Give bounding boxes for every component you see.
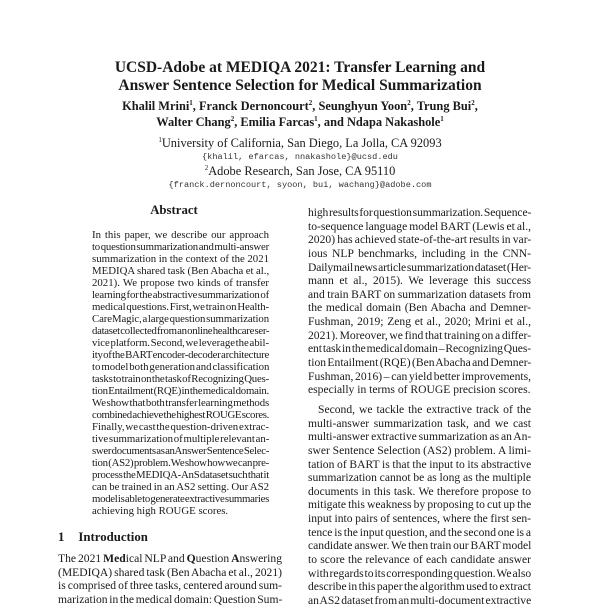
text-line: process the MEDIQA-AnS dataset such that it — [92, 469, 269, 481]
text-line: mann et al., 2015). We leverage this success — [308, 274, 531, 288]
text-line: swer Sentence Selection (AS2) problem. A limi- — [308, 443, 531, 457]
email-ucsd: {khalil, efarcas, nnakashole}@ucsd.edu — [202, 152, 398, 162]
abstract-body — [92, 229, 269, 517]
text-line: is comprised of three tasks, centered around sum- — [58, 579, 282, 593]
author — [324, 115, 444, 129]
author-affiliation: 2 — [308, 99, 313, 107]
text-line: ious NLP benchmarks, including in the CNN- — [308, 246, 531, 260]
affiliation-ucsd — [0, 136, 600, 150]
text-line: to-sequence language model BART (Lewis et al., — [308, 219, 531, 233]
text-line: combined achieve the highest ROUGE scores. — [92, 409, 269, 421]
affiliation-number: 1 — [158, 136, 162, 144]
author-affiliation: 2 — [471, 99, 475, 107]
affiliation-number: 2 — [204, 164, 209, 172]
text-line: MEDIQA shared task (Ben Abacha et al., — [92, 265, 270, 277]
author-separator: , — [312, 99, 319, 113]
text-segment: A — [231, 552, 240, 565]
text-line — [58, 552, 282, 566]
title-line-1: UCSD-Adobe at MEDIQA 2021: Transfer Learning and — [114, 59, 486, 76]
affiliation-adobe — [0, 164, 600, 178]
text-line: marization in the medical domain: Question Sum- — [58, 592, 283, 606]
author-name: Franck Dernoncourt — [198, 99, 309, 113]
text-line: tasks to train on the task of Recognizing Ques- — [92, 373, 269, 385]
author-name: Khalil Mrini — [122, 99, 190, 113]
text-line: vice platform. Second, we leverage the abil- — [92, 337, 269, 349]
author-affiliation: 2 — [230, 115, 235, 123]
text-line: swer documents as an Answer Sentence Selec- — [92, 445, 269, 457]
intro-heading — [58, 531, 282, 545]
text-line: Fushman, 2019; Zeng et al., 2020; Mrini et al., — [308, 315, 531, 329]
text-line: input into pairs of sentences, where the first sen- — [308, 512, 532, 526]
author — [417, 99, 478, 113]
author-name: Walter Chang — [156, 115, 231, 129]
text-line: learning for the abstractive summarization of — [92, 289, 269, 301]
affiliation-name: University of California, San Diego, La Jolla, CA 92093 — [161, 136, 442, 150]
author — [318, 99, 416, 113]
right-column — [308, 206, 531, 608]
text-line: mitigate this weakness by proposing to cut up the — [308, 498, 532, 512]
section-title: Introduction — [78, 530, 148, 544]
text-line: tion (AS2) problem. We show how we can pre- — [92, 457, 269, 469]
text-line: with regards to its corresponding question. We also — [308, 566, 532, 580]
text-line: to question summarization and multi-answer — [92, 241, 269, 253]
title-line-2: Answer Sentence Selection for Medical Summarization — [118, 77, 482, 94]
affiliations — [0, 136, 600, 192]
text-line: the medical domain (Ben Abacha and Demner- — [308, 301, 531, 315]
text-line: multi-answer extractive summarization as an An- — [308, 430, 532, 444]
text-line: In this paper, we describe our approach — [92, 229, 269, 241]
text-line: describe in this paper the algorithm used to extract — [308, 580, 531, 594]
text-line: ity of the BART encoder-decoder architecture — [92, 349, 269, 361]
text-line: to score the relevance of each candidate answer — [308, 553, 531, 567]
text-segment: Q — [186, 552, 196, 565]
text-line: multi-answer summarization task, and we cast — [308, 416, 531, 430]
text-line: tion Entailment (RQE) in the medical domain. — [92, 385, 269, 397]
text-line: Second, we tackle the extractive track of the — [318, 402, 531, 416]
author-affiliation: 2 — [407, 99, 411, 107]
text-line: model is able to generate extractive summaries — [92, 493, 269, 505]
text-segment: ical NLP and — [125, 552, 187, 565]
text-line: documents in this task. We therefore propose to — [308, 484, 531, 498]
text-line: 2021). Moreover, we find that training on a differ- — [308, 328, 531, 342]
author — [122, 99, 199, 113]
author — [240, 115, 323, 129]
author-separator: , — [234, 115, 241, 129]
abstract-heading: Abstract — [150, 203, 198, 217]
text-segment: uestion — [195, 552, 232, 565]
author — [199, 99, 318, 113]
text-line: Fushman, 2016) – can yield better improvements, — [308, 369, 532, 383]
text-segment: nswering — [239, 552, 282, 565]
author-list — [0, 98, 600, 130]
text-line: tion Entailment (RQE) (Ben Abacha and Demner- — [308, 356, 532, 370]
affiliation-name: Adobe Research, San Jose, CA 95110 — [208, 164, 396, 178]
text-segment: Med — [103, 552, 126, 565]
text-line: CareMagic, a large question summarization — [92, 313, 269, 325]
text-line: especially in terms of ROUGE precision scores. — [308, 383, 531, 397]
email-adobe: {franck.dernoncourt, syoon, bui, wachang}@adobe.com — [168, 180, 432, 190]
author-separator: , — [474, 99, 478, 113]
paper-title — [0, 59, 600, 95]
text-line: dataset collected from an online healthcare ser- — [92, 325, 270, 337]
text-line: (MEDIQA) shared task (Ben Abacha et al., 2021) — [58, 565, 282, 579]
author-affiliation: 1 — [440, 115, 444, 123]
text-line: can be trained in an AS2 setting. Our AS2 — [92, 481, 269, 493]
text-line: 2020) has achieved state-of-the-art results in var- — [308, 233, 532, 247]
text-line: Finally, we cast the question-driven extrac- — [92, 421, 269, 433]
text-line: summarization cannot be as long as the multiple — [308, 471, 531, 485]
text-line: tive summarization of multiple relevant an- — [92, 433, 270, 445]
author-name: Emilia Farcas — [240, 115, 315, 129]
text-line: achieving high ROUGE scores. — [92, 505, 229, 517]
author-separator: , — [410, 99, 417, 113]
author-separator: , — [192, 99, 199, 113]
author-affiliation: 1 — [314, 115, 318, 123]
text-line: and train BART on summarization datasets from — [308, 287, 531, 301]
text-line: tation of BART is that the input to its abstractive — [308, 457, 532, 471]
text-line: to model both generation and classification — [92, 361, 270, 373]
author-name: Trung Bui — [416, 99, 472, 113]
text-line: summarization in the context of the 2021 — [92, 253, 269, 265]
text-segment: The 2021 — [58, 552, 104, 565]
author-separator: , — [317, 115, 324, 129]
author-affiliation: 1 — [189, 99, 193, 107]
section-number: 1 — [58, 530, 65, 544]
text-line: an AS2 dataset from an multi-document extractive — [308, 593, 532, 607]
text-line: tence is the input question, and the second one is a — [308, 525, 531, 539]
intro-body — [58, 552, 282, 607]
text-line: candidate answer. We then train our BART model — [308, 539, 532, 553]
text-line: medical questions. First, we train on Health- — [92, 301, 269, 313]
text-line: high results for question summarization. Sequence- — [308, 206, 532, 219]
authors-line-1 — [0, 98, 600, 114]
author — [156, 115, 240, 129]
text-line: Dailymail news article summarization dataset (Her- — [308, 260, 531, 274]
text-line: ent task in the medical domain – Recognizing Ques- — [308, 342, 531, 356]
author-name: Seunghyun Yoon — [318, 99, 408, 113]
authors-line-2 — [0, 114, 600, 130]
abstract-heading-wrap — [58, 204, 290, 218]
text-line: 2021). We propose two kinds of transfer — [92, 277, 269, 289]
author-name: and Ndapa Nakashole — [323, 115, 441, 129]
text-line: We show that both transfer learning methods — [92, 397, 270, 409]
